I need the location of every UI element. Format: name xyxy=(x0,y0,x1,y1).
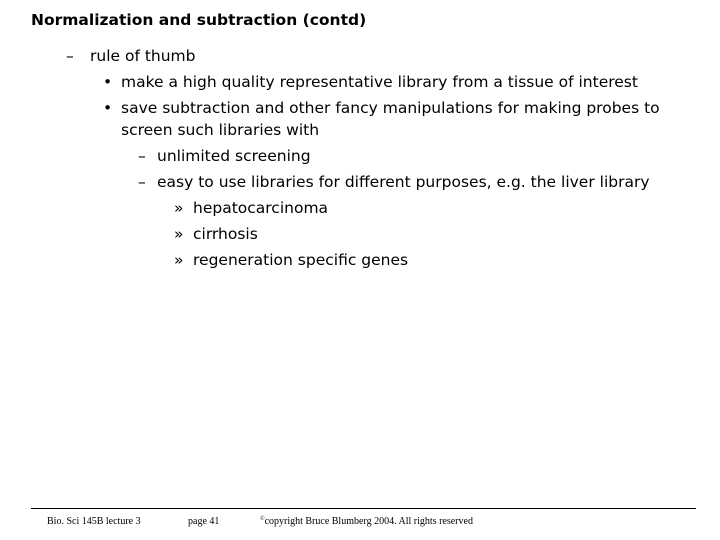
copyright-symbol: © xyxy=(260,516,265,522)
footer-copyright-text: copyright Bruce Blumberg 2004. All rights reserved xyxy=(264,516,473,527)
footer-course: Bio. Sci 145B lecture 3 xyxy=(47,516,141,527)
bullet-easy-libraries: easy to use libraries for different purposes, e.g. the liver library xyxy=(157,173,650,191)
bullet-hepatocarcinoma: hepatocarcinoma xyxy=(193,199,329,217)
bullet-save-subtraction-line-1: save subtraction and other fancy manipulations for making probes to xyxy=(121,99,660,117)
footer-divider xyxy=(31,508,696,509)
bullet-save-subtraction-line-2: screen such libraries with xyxy=(121,121,320,139)
dash-bullet-icon: – xyxy=(138,147,146,165)
dot-bullet-icon: • xyxy=(103,99,113,117)
guillemet-bullet-icon: » xyxy=(174,251,184,269)
footer-page-number: page 41 xyxy=(188,516,220,527)
bullet-rule-of-thumb: rule of thumb xyxy=(90,47,196,65)
dot-bullet-icon: • xyxy=(103,73,113,91)
bullet-regeneration-genes: regeneration specific genes xyxy=(193,251,409,269)
bullet-cirrhosis: cirrhosis xyxy=(193,225,258,243)
bullet-unlimited-screening: unlimited screening xyxy=(157,147,311,165)
footer-copyright xyxy=(260,516,473,527)
bullet-representative-library: make a high quality representative library from a tissue of interest xyxy=(121,73,638,91)
guillemet-bullet-icon: » xyxy=(174,225,184,243)
dash-bullet-icon: – xyxy=(138,173,146,191)
dash-bullet-icon: – xyxy=(66,47,74,65)
guillemet-bullet-icon: » xyxy=(174,199,184,217)
slide-title: Normalization and subtraction (contd) xyxy=(31,11,367,29)
